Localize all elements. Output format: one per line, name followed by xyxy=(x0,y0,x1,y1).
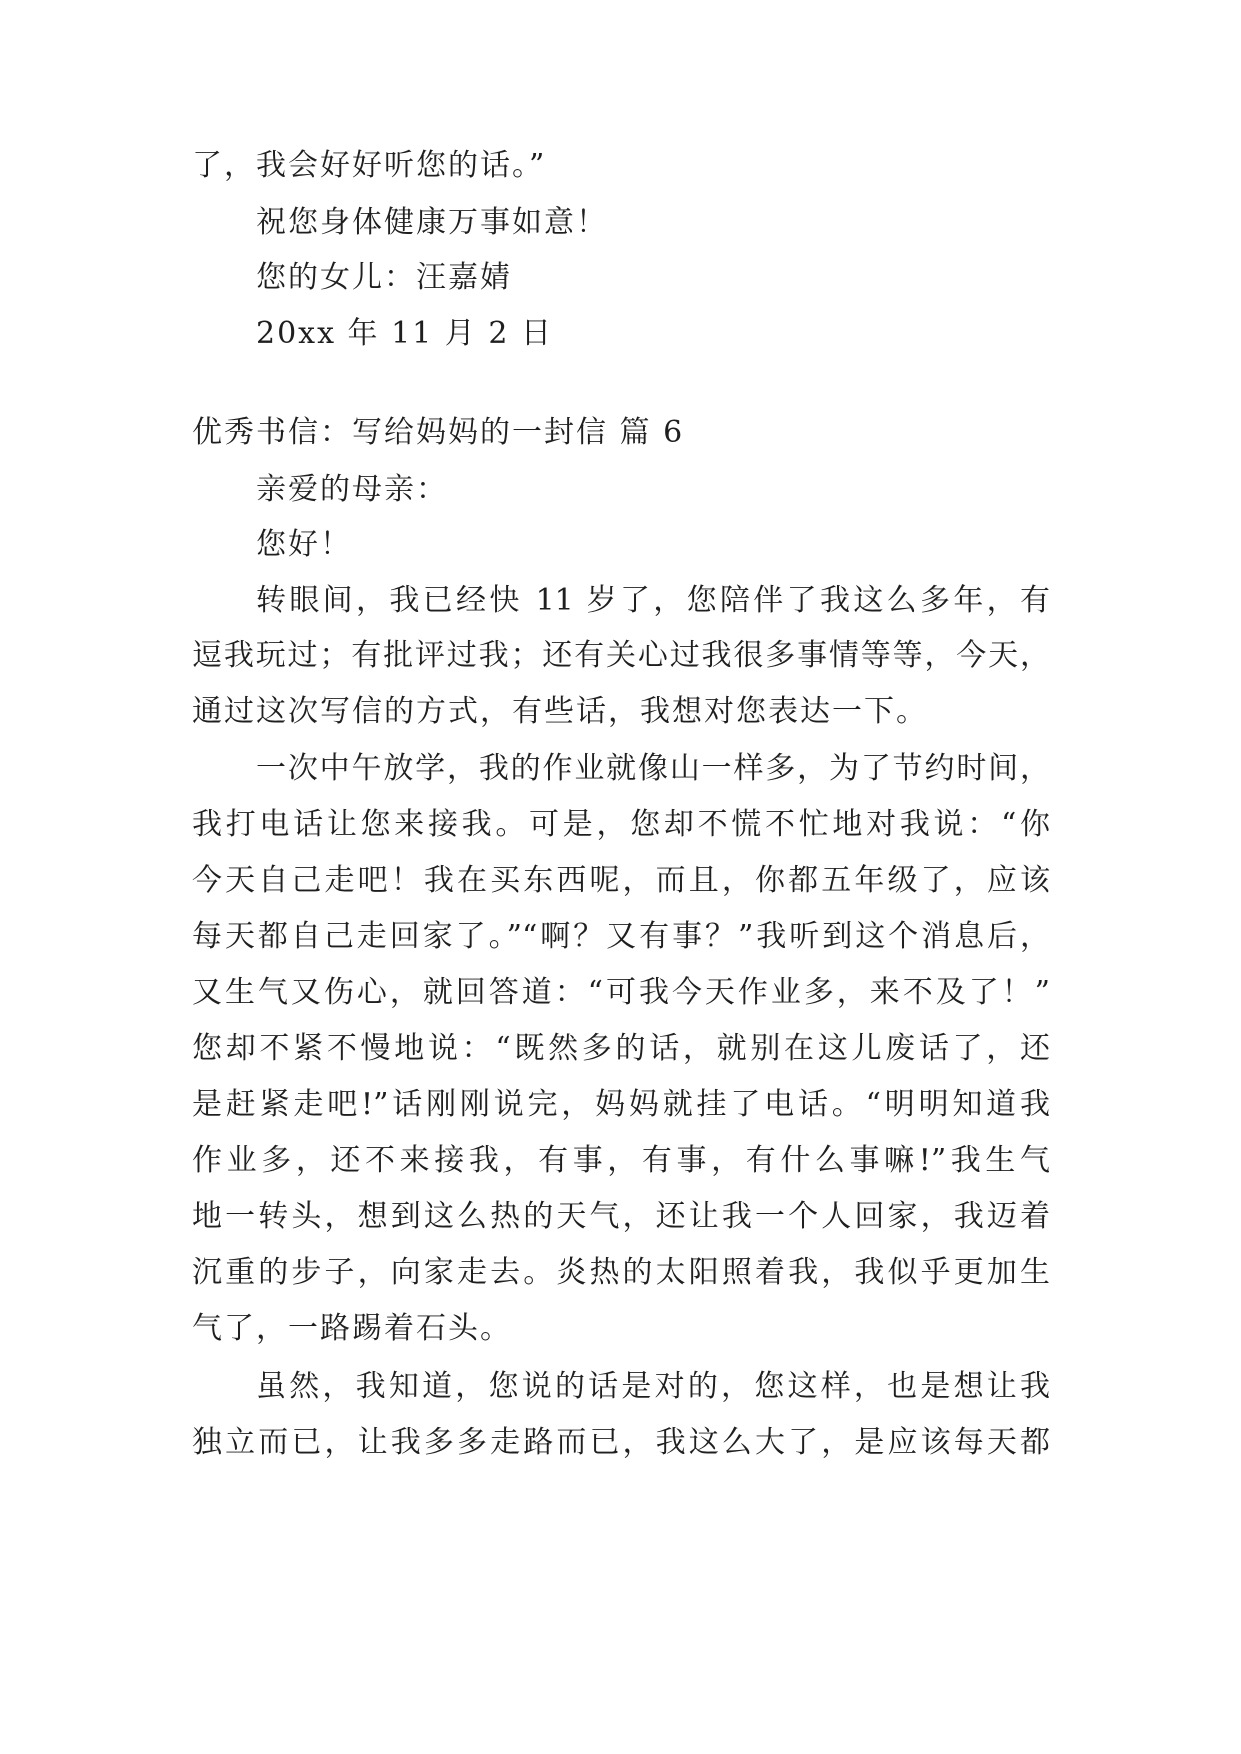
paragraph-line: 每天都自己走回家了。”“啊？又有事？”我听到这个消息后， xyxy=(192,919,1050,954)
paragraph-line: 是赶紧走吧!”话刚刚说完，妈妈就挂了电话。“明明知道我 xyxy=(192,1087,1050,1122)
paragraph-line: 今天自己走吧！我在买东西呢，而且，你都五年级了，应该 xyxy=(192,863,1050,898)
paragraph-line: 转眼间，我已经快 11 岁了，您陪伴了我这么多年，有 xyxy=(256,583,1050,618)
greeting: 您好！ xyxy=(256,527,352,562)
paragraph-line: 一次中午放学，我的作业就像山一样多，为了节约时间， xyxy=(256,751,1050,786)
paragraph-line: 地一转头，想到这么热的天气，还让我一个人回家，我迈着 xyxy=(192,1199,1050,1234)
previous-letter-closing-line: 了，我会好好听您的话。” xyxy=(192,148,547,183)
signature: 您的女儿：汪嘉婧 xyxy=(256,260,512,295)
letter-date: 20xx 年 11 月 2 日 xyxy=(256,316,553,351)
paragraph-line: 沉重的步子，向家走去。炎热的太阳照着我，我似乎更加生 xyxy=(192,1255,1050,1290)
paragraph-line: 通过这次写信的方式，有些话，我想对您表达一下。 xyxy=(192,694,928,729)
paragraph-line: 虽然，我知道，您说的话是对的，您这样，也是想让我 xyxy=(256,1369,1050,1404)
section-title: 优秀书信：写给妈妈的一封信 篇 6 xyxy=(192,415,685,450)
paragraph-line: 我打电话让您来接我。可是，您却不慌不忙地对我说：“你 xyxy=(192,807,1050,842)
paragraph-line: 逗我玩过；有批评过我；还有关心过我很多事情等等，今天， xyxy=(192,638,1050,673)
paragraph-line: 独立而已，让我多多走路而已，我这么大了，是应该每天都 xyxy=(192,1425,1050,1460)
paragraph-line: 气了，一路踢着石头。 xyxy=(192,1311,512,1346)
closing-wish: 祝您身体健康万事如意！ xyxy=(256,205,608,240)
paragraph-line: 又生气又伤心，就回答道：“可我今天作业多，来不及了！” xyxy=(192,975,1050,1010)
paragraph-line: 作业多，还不来接我，有事，有事，有什么事嘛!”我生气 xyxy=(192,1143,1050,1178)
salutation: 亲爱的母亲： xyxy=(256,472,448,507)
paragraph-line: 您却不紧不慢地说：“既然多的话，就别在这儿废话了，还 xyxy=(192,1031,1050,1066)
